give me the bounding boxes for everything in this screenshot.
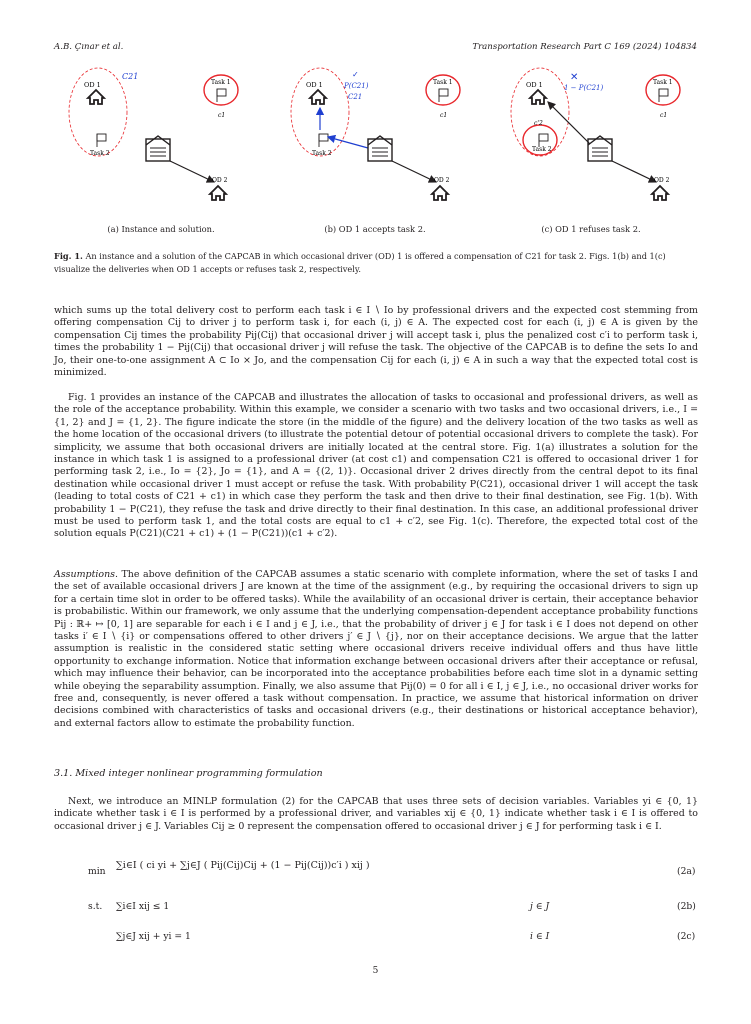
central-store-icon (368, 136, 392, 161)
equation-min-keyword: min (88, 866, 106, 877)
panel-a (69, 68, 238, 200)
task2-flag-icon (319, 134, 328, 147)
od2-route-arrow (392, 161, 436, 182)
equation-constraint-b-domain: j ∈ J (530, 901, 550, 912)
subcaption-a: (a) Instance and solution. (107, 224, 215, 234)
od1-label: OD 1 (306, 81, 323, 89)
equation-tag-2a: (2a) (677, 866, 696, 877)
task2-label: Task 2 (90, 150, 110, 157)
equation-tag-2b: (2b) (677, 901, 696, 912)
equation-objective: ∑i∈I ( ci yi + ∑j∈J ( Pij(Cij)Cij + (1 − Pij(Cij))c′i ) xij ) (116, 860, 370, 871)
task2-label: Task 2 (312, 150, 332, 157)
od2-route-arrow (612, 161, 656, 182)
equation-constraint-c-domain: i ∈ I (530, 931, 550, 942)
subcaption-c: (c) OD 1 refuses task 2. (541, 224, 641, 234)
od1-home-icon (310, 90, 326, 104)
od1-home-icon (88, 90, 104, 104)
paragraph-example: Fig. 1 provides an instance of the CAPCAB and illustrates the allocation of tasks to occasional and professional drivers, as well as the role of the acceptance probability. Within this example, we consider a scenario with two tasks and two occasional drivers, i.e., I = {1, 2} and J = {1, 2}. The figure indicate the store (in the middle of the figure) and the delivery location of the two tasks as well as the home location of the occasional drivers (to illustrate the potential detour of potential occasional drivers to complete the task). For simplicity, we assume that both occasional drivers are initially located at the central store. Fig. 1(a) illustrates a solution for the instance in which task 1 is assigned to a professional driver (at cost c1) and compensation C21 is offered to occasional driver 1 for performing task 2, i.e., Io = {2}, Jo = {1}, and A = {(2, 1)}. Occasional driver 2 drives directly from the central depot to its final destination while occasional driver 1 must accept or refuse the task. With probability P(C21), occasional driver 1 will accept the task (leading to total costs of C21 + c1) in which case they perform the task and then drive to their final destination, see Fig. 1(b). With probability 1 − P(C21), they refuse the task and drive directly to their final destination. In this case, an additional professional driver must be used to perform task 1, and the total costs are equal to c1 + c′2, see Fig. 1(c). Therefore, the expected total cost of the solution equals P(C21)(C21 + c1) + (1 − P(C21))(c1 + c′2). (54, 392, 698, 540)
task1-flag-icon (439, 89, 448, 102)
task1-flag-icon (217, 89, 226, 102)
equation-constraint-c: ∑j∈J xij + yi = 1 (116, 931, 191, 942)
figure-1-svg (54, 60, 698, 220)
equation-st-keyword: s.t. (88, 901, 103, 912)
page-number: 5 (372, 966, 379, 976)
task2-label: Task 2 (532, 146, 552, 153)
compensation-label: C21 (348, 93, 363, 101)
od2-route-arrow (170, 161, 214, 182)
task1-cost-label: c1 (660, 112, 668, 119)
od1-label: OD 1 (84, 81, 101, 89)
accept-probability-label: P(C21) (344, 82, 369, 90)
od2-home-icon (432, 186, 448, 200)
equation-tag-2c: (2c) (677, 931, 696, 942)
panel-b (291, 68, 460, 200)
accept-check-mark: ✓ (352, 70, 359, 79)
figure-1 (54, 60, 698, 240)
central-store-icon (588, 136, 612, 161)
refuse-cross-mark: ✕ (570, 72, 579, 83)
od2-home-icon (652, 186, 668, 200)
figure-caption (54, 250, 698, 275)
od1-label: OD 1 (526, 81, 543, 89)
od2-label: OD 2 (212, 177, 228, 184)
central-store-icon (146, 136, 170, 161)
paragraph-assumptions (54, 569, 698, 730)
paragraph-objective: which sums up the total delivery cost to perform each task i ∈ I ∖ Io by professional drivers and the expected cost stemming from offering compensation Cij to driver j to perform task i, for each (i, j) ∈ A. The expected cost for each (i, j) ∈ A is given by the compensation Cij times the probability Pij(Cij) that occasional driver j will accept task i, plus the penalized cost c′i to perform task i, times the probability 1 − Pij(Cij) that occasional driver j will refuse the task. The objective of the CAPCAB is to define the sets Io and Jo, their one-to-one assignment A ⊂ Io × Jo, and the compensation Cij for each (i, j) ∈ A in such a way that the expected total cost is minimized. (54, 305, 698, 379)
task2-flag-icon (97, 134, 106, 147)
task1-label: Task 1 (211, 79, 231, 86)
store-to-task2-arrow (328, 137, 368, 148)
section-heading: 3.1. Mixed integer nonlinear programming formulation (54, 768, 323, 779)
figure-caption-text: An instance and a solution of the CAPCAB in which occasional driver (OD) 1 is offered a compensation of C21 for task 2. Figs. 1(b) and 1(c) visualize the deliveries when OD 1 accepts or refuses task 2, respectively. (54, 251, 666, 274)
od2-label: OD 2 (654, 177, 670, 184)
od2-label: OD 2 (434, 177, 450, 184)
task1-cost-label: c1 (440, 112, 448, 119)
subcaption-b: (b) OD 1 accepts task 2. (324, 224, 426, 234)
compensation-label: C21 (122, 72, 139, 81)
task2-penalty-label: c'2 (534, 120, 543, 127)
panel-c (511, 68, 680, 200)
assumptions-text: The above definition of the CAPCAB assumes a static scenario with complete information, where the set of tasks I and the set of available occasional drivers J are known at the time of the assignment (e.g., by requiring the occasional drivers to sign up for a certain time slot in order to be offered tasks). While the availability of an occasional driver is certain, their acceptance behavior is probabilistic. Within our framework, we only assume that the underlying compensation-dependent acceptance probability functions Pij : ℝ+ ↦ [0, 1] are separable for each i ∈ I and j ∈ J, i.e., that the probability of driver j ∈ J for task i ∈ I does not depend on other tasks i′ ∈ I ∖ {i} or compensations offered to other drivers j′ ∈ J ∖ {j}, nor on their acceptance decisions. We argue that the latter assumption is realistic in the considered static setting where occasional drivers receive individual offers and thus have little opportunity to exchange information. Notice that information exchange between occasional drivers after their acceptance or refusal, which may influence their behavior, can be incorporated into the acceptance probabilities before each time slot in a dynamic setting while obeying the separability assumption. Finally, we also assume that Pij(0) = 0 for all i ∈ I, j ∈ J, i.e., no occasional driver works for free and, consequently, is never offered a task without compensation. In practice, we assume that historical information on driver decisions combined with characteristics of tasks and occasional drivers (e.g., their destinations or historical acceptance behavior), and external factors allow to estimate the probability function. (54, 569, 698, 729)
od1-home-icon (530, 90, 546, 104)
figure-caption-label: Fig. 1. (54, 251, 83, 261)
assumptions-heading: Assumptions. (54, 569, 118, 580)
paragraph-formulation: Next, we introduce an MINLP formulation (2) for the CAPCAB that uses three sets of decision variables. Variables yi ∈ {0, 1} indicate whether task i ∈ I is performed by a professional driver, and variables xij ∈ {0, 1} indicate whether task i ∈ I is offered to occasional driver j ∈ J. Variables Cij ≥ 0 represent the compensation offered to occasional driver j ∈ J for performing task i ∈ I. (54, 796, 698, 832)
refuse-probability-label: 1 − P(C21) (564, 84, 604, 92)
task1-flag-icon (659, 89, 668, 102)
task1-label: Task 1 (653, 79, 673, 86)
running-header-journal: Transportation Research Part C 169 (2024) 104834 (472, 42, 697, 52)
task1-label: Task 1 (433, 79, 453, 86)
running-header-authors: A.B. Çınar et al. (54, 42, 124, 52)
task1-cost-label: c1 (218, 112, 226, 119)
od2-home-icon (210, 186, 226, 200)
equation-constraint-b: ∑i∈I xij ≤ 1 (116, 901, 170, 912)
